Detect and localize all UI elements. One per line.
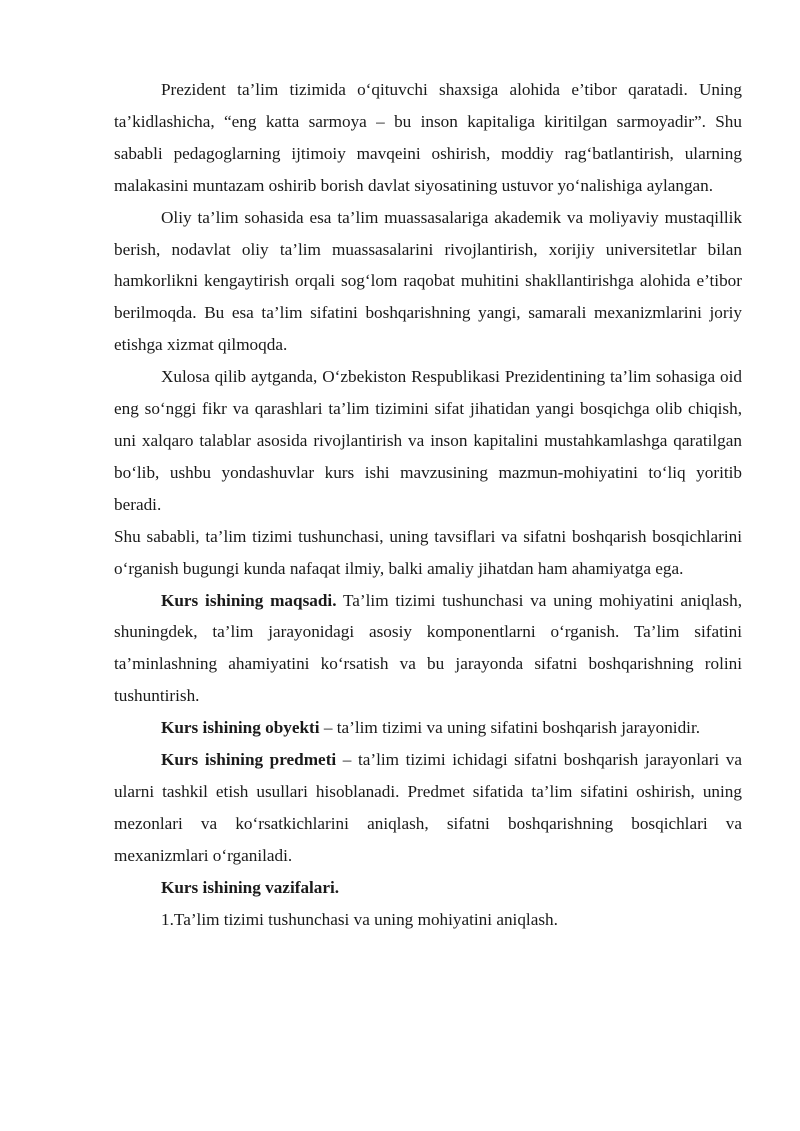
- paragraph-course-subject: [114, 744, 742, 872]
- course-subject-text: – ta’lim tizimi ichidagi sifatni boshqarish jarayonlari va ularni tashkil etish usullari hisoblanadi. Predmet sifatida ta’lim sifatini oshirish, uning mezonlari va ko‘rsatkichlarini aniqlash, sifatni boshqarishning bosqichlari va mexanizmlari o‘rganiladi.: [114, 750, 743, 865]
- course-subject-label: Kurs ishining predmeti: [161, 750, 337, 770]
- course-object-label: Kurs ishining obyekti: [161, 718, 320, 738]
- course-tasks-heading: Kurs ishining vazifalari.: [161, 877, 340, 897]
- paragraph-course-goal: [114, 585, 742, 713]
- course-object-text: – ta’lim tizimi va uning sifatini boshqarish jarayonidir.: [319, 718, 701, 738]
- course-task-item: 1.Ta’lim tizimi tushunchasi va uning mohiyatini aniqlash.: [161, 909, 558, 929]
- paragraph-course-object: [114, 712, 742, 744]
- course-goal-label: Kurs ishining maqsadi.: [161, 590, 337, 610]
- paragraph-teacher-attention: Prezident ta’lim tizimida o‘qituvchi shaxsiga alohida e’tibor qaratadi. Uning ta’kidlashicha, “eng katta sarmoya – bu inson kapitaliga kiritilgan sarmoyadir”. Shu sababli pedagoglarning ijtimoiy mavqeini oshirish, moddiy rag‘batlantirish, ularning malakasini muntazam oshirib borish davlat siyosatining ustuvor yo‘nalishiga aylangan.: [114, 80, 742, 195]
- paragraph-conclusion: Xulosa qilib aytganda, O‘zbekiston Respublikasi Prezidentining ta’lim sohasiga oid eng so‘nggi fikr va qarashlari ta’lim tizimini sifat jihatidan yangi bosqichga olib chiqish, uni xalqaro talablar asosida rivojlantirish va inson kapitalini mustahkamlashga qaratilgan bo‘lib, ushbu yondashuvlar kurs ishi mavzusining mazmun-mohiyatini to‘liq yoritib beradi.: [114, 367, 742, 514]
- paragraph-relevance: Shu sababli, ta’lim tizimi tushunchasi, uning tavsiflari va sifatni boshqarish bosqichlarini o‘rganish bugungi kunda nafaqat ilmiy, balki amaliy jihatdan ham ahamiyatga ega.: [114, 526, 742, 578]
- course-goal-text: Ta’lim tizimi tushunchasi va uning mohiyatini aniqlash, shuningdek, ta’lim jarayonidagi asosiy komponentlarni o‘rganish. Ta’lim sifatini ta’minlashning ahamiyatini ko‘rsatish va bu jarayonda sifatni boshqarishning rolini tushuntirish.: [114, 590, 743, 706]
- document-body: [114, 74, 742, 935]
- paragraph-higher-education: Oliy ta’lim sohasida esa ta’lim muassasalariga akademik va moliyaviy mustaqillik berish, nodavlat oliy ta’lim muassasalarini rivojlantirish, xorijiy universitetlar bilan hamkorlikni kengaytirish orqali sog‘lom raqobat muhitini shakllantirishga alohida e’tibor berilmoqda. Bu esa ta’lim sifatini boshqarishning yangi, samarali mexanizmlarini joriy etishga xizmat qilmoqda.: [114, 207, 742, 355]
